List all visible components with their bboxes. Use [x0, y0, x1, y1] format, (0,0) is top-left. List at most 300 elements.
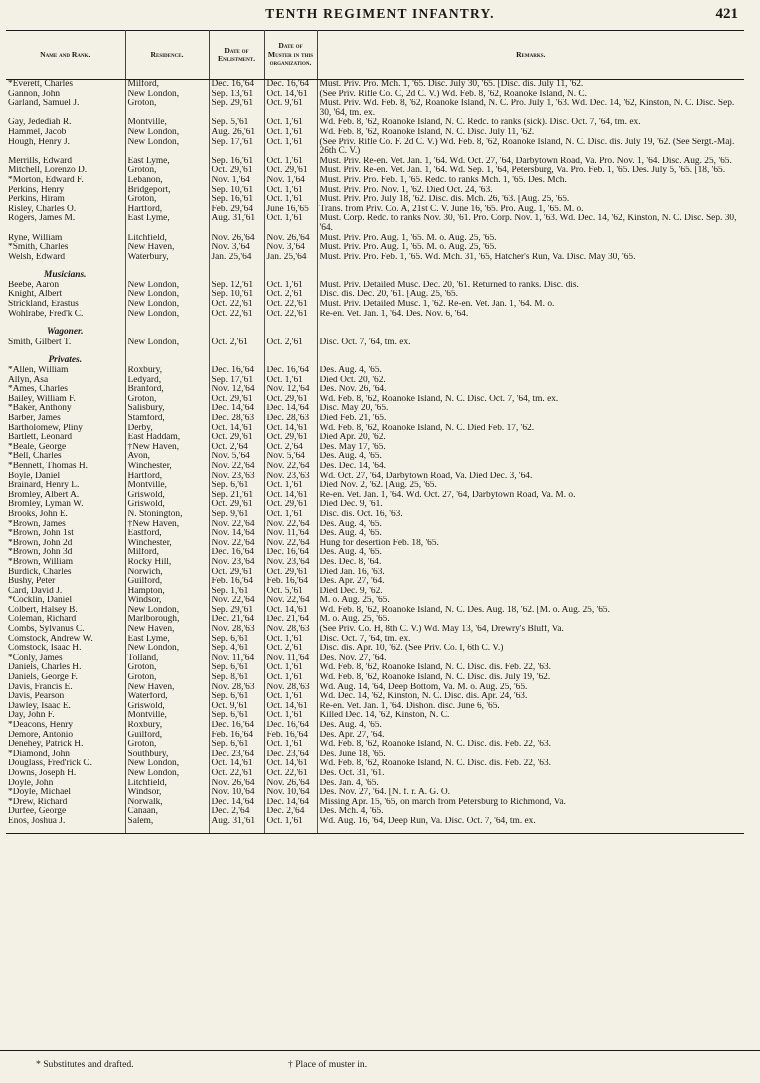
empty-cell	[264, 268, 317, 281]
roster-table	[6, 30, 744, 834]
soldier-name: Rogers, James M.	[6, 214, 125, 233]
residence: Montville,	[125, 711, 209, 721]
remarks: Wd. Aug. 16, '64, Deep Run, Va. Disc. Oct. 7, '64, tm. ex.	[317, 817, 744, 827]
table-row	[6, 615, 744, 625]
table-row	[6, 539, 744, 549]
soldier-name: Daniels, George F.	[6, 673, 125, 683]
enlistment-date: Feb. 16,'64	[209, 731, 264, 741]
remarks: Died Feb. 21, '65.	[317, 414, 744, 424]
column-header-enlistment: Date of Enlistment.	[209, 31, 264, 80]
table-row	[6, 500, 744, 510]
soldier-name: Knight, Albert	[6, 290, 125, 300]
soldier-name: Burdick, Charles	[6, 568, 125, 578]
soldier-name: *Brown, John 1st	[6, 529, 125, 539]
remarks: Disc. Oct. 7, '64, tm. ex.	[317, 635, 744, 645]
muster-date: Jan. 25,'64	[264, 253, 317, 263]
remarks: Re-en. Vet. Jan. 1, '64. Wd. Oct. 27, '64, Darbytown Road, Va. M. o.	[317, 491, 744, 501]
enlistment-date: Dec. 16,'64	[209, 548, 264, 558]
residence: New London,	[125, 644, 209, 654]
remarks: Must. Priv. Wd. Feb. 8, '62, Roanoke Island, N. C. Pro. July 1, '63. Wd. Dec. 14, '62, Kinston, N. C. Disc. Sep. 30, '64, tm. ex.	[317, 99, 744, 118]
muster-date: Nov. 22,'64	[264, 520, 317, 530]
residence: Guilford,	[125, 577, 209, 587]
soldier-name: Brooks, John E.	[6, 510, 125, 520]
soldier-name: Gay, Jedediah R.	[6, 118, 125, 128]
muster-date: Nov. 5,'64	[264, 452, 317, 462]
soldier-name: Gannon, John	[6, 90, 125, 100]
enlistment-date: Nov. 1,'64	[209, 176, 264, 186]
enlistment-date: Oct. 29,'61	[209, 166, 264, 176]
enlistment-date: Aug. 31,'61	[209, 817, 264, 827]
enlistment-date: Oct. 22,'61	[209, 310, 264, 320]
empty-cell	[317, 325, 744, 338]
residence: Groton,	[125, 166, 209, 176]
enlistment-date: Nov. 5,'64	[209, 452, 264, 462]
residence: Groton,	[125, 663, 209, 673]
residence: †New Haven,	[125, 443, 209, 453]
residence: New London,	[125, 338, 209, 348]
remarks: Must. Priv. Detailed Musc. 1, '62. Re-en. Vet. Jan. 1, '64. M. o.	[317, 300, 744, 310]
residence: Eastford,	[125, 529, 209, 539]
muster-date: Oct. 22,'61	[264, 769, 317, 779]
residence: Winchester,	[125, 462, 209, 472]
remarks: Wd. Feb. 8, '62, Roanoke Island, N. C. Redc. to ranks (sick). Disc. Oct. 7, '64, tm. ex.	[317, 118, 744, 128]
enlistment-date: Sep. 6,'61	[209, 481, 264, 491]
residence: Hartford,	[125, 472, 209, 482]
residence: East Lyme,	[125, 635, 209, 645]
remarks: Des. Aug. 4, '65.	[317, 452, 744, 462]
enlistment-date: Nov. 28,'63	[209, 625, 264, 635]
empty-cell	[317, 353, 744, 366]
muster-date: Oct. 1,'61	[264, 740, 317, 750]
enlistment-date: Sep. 10,'61	[209, 186, 264, 196]
enlistment-date: Nov. 26,'64	[209, 779, 264, 789]
enlistment-date: Dec. 16,'64	[209, 80, 264, 90]
soldier-name: *Ames, Charles	[6, 385, 125, 395]
remarks: Des. Aug. 4, '65.	[317, 721, 744, 731]
empty-cell	[125, 827, 209, 834]
soldier-name: *Doyle, Michael	[6, 788, 125, 798]
residence: New London,	[125, 138, 209, 157]
table-row	[6, 243, 744, 253]
enlistment-date: Sep. 29,'61	[209, 99, 264, 118]
soldier-name: *Conly, James	[6, 654, 125, 664]
table-row	[6, 414, 744, 424]
enlistment-date: Dec. 16,'64	[209, 721, 264, 731]
soldier-name: Colbert, Halsey B.	[6, 606, 125, 616]
remarks: Wd. Feb. 8, '62, Roanoke Island, N. C. Disc. dis. Feb. 22, '63.	[317, 759, 744, 769]
remarks: (See Priv. Rifle Co. C, 2d C. V.) Wd. Feb. 8, '62, Roanoke Island, N. C.	[317, 90, 744, 100]
muster-date: Oct. 1,'61	[264, 692, 317, 702]
table-row	[6, 596, 744, 606]
muster-date: Oct. 29,'61	[264, 433, 317, 443]
muster-date: Dec. 28,'63	[264, 414, 317, 424]
section-heading-row	[6, 325, 744, 338]
enlistment-date: Nov. 11,'64	[209, 654, 264, 664]
remarks: Must. Priv. Pro. July 18, '62. Disc. dis. Mch. 26, '63. [Aug. 25, '65.	[317, 195, 744, 205]
empty-cell	[264, 353, 317, 366]
residence: New London,	[125, 606, 209, 616]
soldier-name: Smith, Gilbert T.	[6, 338, 125, 348]
section-gap	[6, 827, 744, 834]
soldier-name: Beebe, Aaron	[6, 281, 125, 291]
enlistment-date: Sep. 6,'61	[209, 692, 264, 702]
soldier-name: Wohlrabe, Fred'k C.	[6, 310, 125, 320]
soldier-name: Comstock, Isaac H.	[6, 644, 125, 654]
remarks: Disc. dis. Oct. 16, '63.	[317, 510, 744, 520]
remarks: Disc. dis. Dec. 20, '61. [Aug. 25, '65.	[317, 290, 744, 300]
residence: Marlborough,	[125, 615, 209, 625]
enlistment-date: Sep. 21,'61	[209, 491, 264, 501]
soldier-name: Allyn, Asa	[6, 376, 125, 386]
remarks: Des. Dec. 14, '64.	[317, 462, 744, 472]
residence: Griswold,	[125, 702, 209, 712]
residence: Roxbury,	[125, 366, 209, 376]
empty-cell	[264, 827, 317, 834]
soldier-name: *Deacons, Henry	[6, 721, 125, 731]
remarks: Must. Priv. Pro. Mch. 1, '65. Disc. July 30, '65. [Disc. dis. July 11, '62.	[317, 80, 744, 90]
soldier-name: *Brown, John 3d	[6, 548, 125, 558]
muster-date: Oct. 22,'61	[264, 300, 317, 310]
table-row	[6, 481, 744, 491]
muster-date: Nov. 10,'64	[264, 788, 317, 798]
empty-cell	[209, 325, 264, 338]
remarks: Died Nov. 2, '62. [Aug. 25, '65.	[317, 481, 744, 491]
table-row	[6, 798, 744, 808]
soldier-name: Douglass, Fred'rick C.	[6, 759, 125, 769]
table-row	[6, 176, 744, 186]
enlistment-date: Sep. 12,'61	[209, 281, 264, 291]
table-row	[6, 186, 744, 196]
table-row	[6, 769, 744, 779]
soldier-name: *Bennett, Thomas H.	[6, 462, 125, 472]
remarks: Must. Priv. Pro. Nov. 1, '62. Died Oct. 24, '63.	[317, 186, 744, 196]
remarks: Trans. from Priv. Co. A, 21st C. V. June 16, '65. Pro. Aug. 1, '65. M. o.	[317, 205, 744, 215]
enlistment-date: Nov. 23,'64	[209, 558, 264, 568]
muster-date: Oct. 2,'64	[264, 443, 317, 453]
muster-date: Oct. 1,'61	[264, 186, 317, 196]
residence: Southbury,	[125, 750, 209, 760]
remarks: Disc. May 20, '65.	[317, 404, 744, 414]
soldier-name: *Brown, John 2d	[6, 539, 125, 549]
enlistment-date: Sep. 4,'61	[209, 644, 264, 654]
empty-cell	[125, 268, 209, 281]
soldier-name: *Morton, Edward F.	[6, 176, 125, 186]
muster-date: Oct. 1,'61	[264, 817, 317, 827]
residence: New London,	[125, 769, 209, 779]
table-row	[6, 338, 744, 348]
residence: Windsor,	[125, 596, 209, 606]
table-row	[6, 606, 744, 616]
muster-date: Oct. 2,'61	[264, 338, 317, 348]
remarks: Hung for desertion Feb. 18, '65.	[317, 539, 744, 549]
table-row	[6, 750, 744, 760]
muster-date: Nov. 23,'64	[264, 558, 317, 568]
table-row	[6, 731, 744, 741]
muster-date: Dec. 16,'64	[264, 548, 317, 558]
remarks: Wd. Feb. 8, '62, Roanoke Island, N. C. Disc. July 11, '62.	[317, 128, 744, 138]
residence: New Haven,	[125, 625, 209, 635]
muster-date: Nov. 22,'64	[264, 462, 317, 472]
residence: Bridgeport,	[125, 186, 209, 196]
residence: Salem,	[125, 817, 209, 827]
muster-date: Oct. 1,'61	[264, 281, 317, 291]
residence: Branford,	[125, 385, 209, 395]
remarks: Wd. Feb. 8, '62, Roanoke Island, N. C. Disc. dis. Feb. 22, '63.	[317, 663, 744, 673]
enlistment-date: Oct. 14,'61	[209, 759, 264, 769]
residence: New London,	[125, 128, 209, 138]
enlistment-date: Sep. 16,'61	[209, 195, 264, 205]
enlistment-date: Sep. 6,'61	[209, 711, 264, 721]
remarks: Died Dec. 9, '61.	[317, 500, 744, 510]
enlistment-date: Oct. 29,'61	[209, 500, 264, 510]
soldier-name: Demore, Antonio	[6, 731, 125, 741]
muster-date: Dec. 14,'64	[264, 798, 317, 808]
soldier-name: Welsh, Edward	[6, 253, 125, 263]
footnote-substitutes: * Substitutes and drafted.	[36, 1059, 134, 1070]
soldier-name: *Smith, Charles	[6, 243, 125, 253]
enlistment-date: Sep. 9,'61	[209, 510, 264, 520]
muster-date: Oct. 2,'61	[264, 290, 317, 300]
remarks: Des. Mch. 4, '65.	[317, 807, 744, 817]
remarks: Died Jan. 16, '63.	[317, 568, 744, 578]
muster-date: Nov. 11,'64	[264, 654, 317, 664]
muster-date: Dec. 2,'64	[264, 807, 317, 817]
table-row	[6, 128, 744, 138]
table-row	[6, 166, 744, 176]
muster-date: Oct. 1,'61	[264, 481, 317, 491]
column-header-remarks: Remarks.	[317, 31, 744, 80]
muster-date: Oct. 1,'61	[264, 635, 317, 645]
enlistment-date: Nov. 22,'64	[209, 462, 264, 472]
table-row	[6, 520, 744, 530]
table-row	[6, 234, 744, 244]
table-row	[6, 817, 744, 827]
soldier-name: Davis, Pearson	[6, 692, 125, 702]
muster-date: Oct. 1,'61	[264, 138, 317, 157]
residence: East Lyme,	[125, 157, 209, 167]
empty-cell	[125, 325, 209, 338]
residence: New London,	[125, 90, 209, 100]
section-heading-row	[6, 353, 744, 366]
residence: †New Haven,	[125, 520, 209, 530]
table-row	[6, 558, 744, 568]
remarks: Des. Aug. 4, '65.	[317, 529, 744, 539]
soldier-name: Davis, Francis E.	[6, 683, 125, 693]
table-row	[6, 510, 744, 520]
soldier-name: *Beale, George	[6, 443, 125, 453]
soldier-name: Brainard, Henry L.	[6, 481, 125, 491]
table-row	[6, 195, 744, 205]
soldier-name: Coleman, Richard	[6, 615, 125, 625]
muster-date: Oct. 14,'61	[264, 759, 317, 769]
soldier-name: Perkins, Hiram	[6, 195, 125, 205]
soldier-name: Bromley, Albert A.	[6, 491, 125, 501]
muster-date: Oct. 1,'61	[264, 711, 317, 721]
residence: New London,	[125, 290, 209, 300]
table-row	[6, 404, 744, 414]
enlistment-date: Aug. 31,'61	[209, 214, 264, 233]
soldier-name: Durfee, George	[6, 807, 125, 817]
soldier-name: Boyle, Daniel	[6, 472, 125, 482]
remarks: Des. Oct. 31, '61.	[317, 769, 744, 779]
enlistment-date: Sep. 6,'61	[209, 740, 264, 750]
empty-cell	[6, 827, 125, 834]
muster-date: Dec. 16,'64	[264, 721, 317, 731]
table-row	[6, 80, 744, 90]
table-row	[6, 385, 744, 395]
residence: Rocky Hill,	[125, 558, 209, 568]
residence: N. Stonington,	[125, 510, 209, 520]
remarks: Must. Priv. Pro. Feb. 1, '65. Wd. Mch. 31, '65, Hatcher's Run, Va. Disc. May 30, '65.	[317, 253, 744, 263]
enlistment-date: Sep. 6,'61	[209, 635, 264, 645]
muster-date: Oct. 14,'61	[264, 702, 317, 712]
table-row	[6, 99, 744, 118]
table-row	[6, 376, 744, 386]
remarks: Wd. Dec. 14, '62, Kinston, N. C. Disc. dis. Apr. 24, '63.	[317, 692, 744, 702]
residence: Groton,	[125, 673, 209, 683]
residence: New London,	[125, 300, 209, 310]
remarks: (See Priv. Rifle Co. F. 2d C. V.) Wd. Feb. 8, '62, Roanoke Island, N. C. Disc. dis. July 19, '62. (See Sergt.-Maj. 26th C. V.)	[317, 138, 744, 157]
empty-cell	[209, 268, 264, 281]
remarks: Wd. Feb. 8, '62, Roanoke Island, N. C. Des. Aug. 18, '62. [M. o. Aug. 25, '65.	[317, 606, 744, 616]
remarks: (See Priv. Co. H, 8th C. V.) Wd. May 13, '64, Drewry's Bluff, Va.	[317, 625, 744, 635]
residence: Hartford,	[125, 205, 209, 215]
table-row	[6, 462, 744, 472]
table-row	[6, 644, 744, 654]
soldier-name: *Drew, Richard	[6, 798, 125, 808]
soldier-name: *Bell, Charles	[6, 452, 125, 462]
table-row	[6, 740, 744, 750]
table-row	[6, 472, 744, 482]
residence: Groton,	[125, 195, 209, 205]
enlistment-date: Dec. 14,'64	[209, 404, 264, 414]
soldier-name: Merrills, Edward	[6, 157, 125, 167]
soldier-name: Ryne, William	[6, 234, 125, 244]
remarks: Wd. Feb. 8, '62, Roanoke Island, N. C. Disc. dis. July 19, '62.	[317, 673, 744, 683]
table-row	[6, 625, 744, 635]
muster-date: Nov. 26,'64	[264, 779, 317, 789]
remarks: Des. Apr. 27, '64.	[317, 577, 744, 587]
residence: Milford,	[125, 548, 209, 558]
enlistment-date: Dec. 23,'64	[209, 750, 264, 760]
enlistment-date: Oct. 22,'61	[209, 769, 264, 779]
muster-date: Oct. 1,'61	[264, 663, 317, 673]
soldier-name: Garland, Samuel J.	[6, 99, 125, 118]
enlistment-date: Dec. 16,'64	[209, 366, 264, 376]
page-number: 421	[715, 6, 738, 22]
remarks: M. o. Aug. 25, '65.	[317, 596, 744, 606]
soldier-name: Hough, Henry J.	[6, 138, 125, 157]
residence: Griswold,	[125, 491, 209, 501]
column-header-residence: Residence.	[125, 31, 209, 80]
table-row	[6, 663, 744, 673]
muster-date: Nov. 26,'64	[264, 234, 317, 244]
remarks: Died Oct. 20, '62.	[317, 376, 744, 386]
soldier-name: Bailey, William F.	[6, 395, 125, 405]
remarks: Disc. Oct. 7, '64, tm. ex.	[317, 338, 744, 348]
enlistment-date: Oct. 29,'61	[209, 433, 264, 443]
soldier-name: Daniels, Charles H.	[6, 663, 125, 673]
soldier-name: *Brown, James	[6, 520, 125, 530]
remarks: Wd. Feb. 8, '62, Roanoke Island, N. C. Died Feb. 17, '62.	[317, 424, 744, 434]
remarks: Must. Priv. Pro. Feb. 1, '65. Redc. to ranks Mch. 1, '65. Des. Mch.	[317, 176, 744, 186]
enlistment-date: Nov. 22,'64	[209, 596, 264, 606]
muster-date: Oct. 29,'61	[264, 500, 317, 510]
enlistment-date: Oct. 2,'64	[209, 443, 264, 453]
section-heading-row	[6, 268, 744, 281]
enlistment-date: Oct. 14,'61	[209, 424, 264, 434]
remarks: Des. Aug. 4, '65.	[317, 520, 744, 530]
enlistment-date: Dec. 28,'63	[209, 414, 264, 424]
table-row	[6, 214, 744, 233]
section-heading: Musicians.	[6, 268, 125, 281]
enlistment-date: Nov. 12,'64	[209, 385, 264, 395]
residence: Winchester,	[125, 539, 209, 549]
muster-date: Oct. 29,'61	[264, 568, 317, 578]
muster-date: Oct. 1,'61	[264, 157, 317, 167]
remarks: Disc. dis. Apr. 10, '62. (See Priv. Co. I, 6th C. V.)	[317, 644, 744, 654]
soldier-name: *Allen, William	[6, 366, 125, 376]
table-row	[6, 788, 744, 798]
empty-cell	[125, 353, 209, 366]
soldier-name: Bartlett, Leonard	[6, 433, 125, 443]
enlistment-date: Nov. 28,'63	[209, 683, 264, 693]
soldier-name: Denehey, Patrick H.	[6, 740, 125, 750]
residence: Hampton,	[125, 587, 209, 597]
enlistment-date: Dec. 14,'64	[209, 798, 264, 808]
table-row	[6, 587, 744, 597]
soldier-name: Downs, Joseph H.	[6, 769, 125, 779]
enlistment-date: Feb. 16,'64	[209, 577, 264, 587]
enlistment-date: Sep. 10,'61	[209, 290, 264, 300]
soldier-name: Comstock, Andrew W.	[6, 635, 125, 645]
soldier-name: Dawley, Isaac E.	[6, 702, 125, 712]
residence: Stamford,	[125, 414, 209, 424]
muster-date: Dec. 14,'64	[264, 404, 317, 414]
remarks: Wd. Feb. 8, '62, Roanoke Island, N. C. Disc. Oct. 7, '64, tm. ex.	[317, 395, 744, 405]
table-row	[6, 424, 744, 434]
muster-date: June 16,'65	[264, 205, 317, 215]
residence: New Haven,	[125, 683, 209, 693]
soldier-name: Strickland, Erastus	[6, 300, 125, 310]
residence: Groton,	[125, 99, 209, 118]
soldier-name: Hammel, Jacob	[6, 128, 125, 138]
enlistment-date: Oct. 2,'61	[209, 338, 264, 348]
enlistment-date: Nov. 23,'63	[209, 472, 264, 482]
residence: Derby,	[125, 424, 209, 434]
muster-date: Nov. 28,'63	[264, 625, 317, 635]
enlistment-date: Sep. 17,'61	[209, 376, 264, 386]
muster-date: Nov. 22,'64	[264, 539, 317, 549]
residence: Griswold,	[125, 500, 209, 510]
muster-date: Oct. 1,'61	[264, 376, 317, 386]
muster-date: Oct. 29,'61	[264, 166, 317, 176]
remarks: Des. Aug. 4, '65.	[317, 366, 744, 376]
enlistment-date: Nov. 14,'64	[209, 529, 264, 539]
running-head	[0, 6, 760, 26]
remarks: Des. Aug. 4, '65.	[317, 548, 744, 558]
soldier-name: Risley, Charles O.	[6, 205, 125, 215]
residence: Litchfield,	[125, 234, 209, 244]
table-row	[6, 118, 744, 128]
muster-date: Dec. 23,'64	[264, 750, 317, 760]
soldier-name: Barber, James	[6, 414, 125, 424]
residence: Groton,	[125, 740, 209, 750]
remarks: Must. Priv. Pro. Aug. 1, '65. M. o. Aug. 25, '65.	[317, 234, 744, 244]
table-row	[6, 452, 744, 462]
muster-date: Dec. 16,'64	[264, 80, 317, 90]
table-row	[6, 673, 744, 683]
